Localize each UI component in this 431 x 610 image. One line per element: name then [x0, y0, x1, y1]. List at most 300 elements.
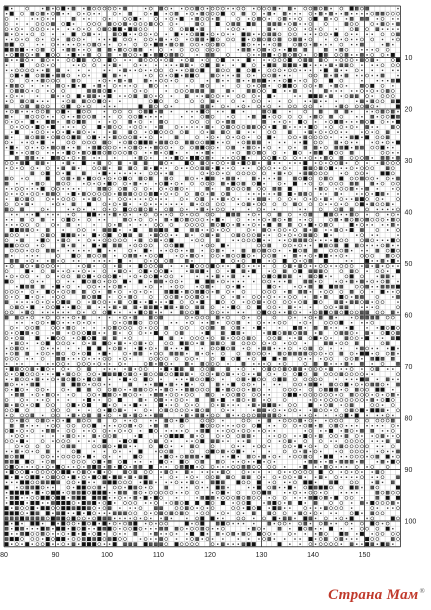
stitch-dot — [93, 265, 94, 266]
stitch-dot — [248, 214, 249, 215]
stitch-ring — [324, 393, 327, 396]
stitch-ring — [355, 172, 358, 175]
stitch-dot — [135, 461, 136, 462]
stitch-dot — [330, 44, 331, 45]
stitch-dark-square — [314, 100, 317, 103]
stitch-ring — [360, 254, 363, 257]
stitch-ring — [180, 213, 183, 216]
stitch-ring — [31, 198, 34, 201]
stitch-dot — [305, 209, 306, 210]
stitch-dark-square — [309, 213, 312, 216]
stitch-dark-square — [175, 295, 178, 298]
stitch-ring — [201, 434, 204, 437]
stitch-dark-square — [15, 368, 18, 371]
stitch-dot — [11, 219, 12, 220]
stitch-dot — [387, 291, 388, 292]
stitch-dark-square — [396, 156, 399, 159]
stitch-ring — [263, 187, 266, 190]
stitch-dot — [392, 368, 393, 369]
stitch-dot — [171, 286, 172, 287]
stitch-solid-square — [108, 89, 112, 93]
stitch-solid-square — [15, 408, 19, 412]
stitch-dot — [37, 353, 38, 354]
stitch-dot — [176, 65, 177, 66]
stitch-dot — [305, 245, 306, 246]
stitch-dot — [212, 219, 213, 220]
stitch-dark-square — [376, 28, 379, 31]
stitch-ring — [160, 69, 163, 72]
stitch-dark-square — [134, 162, 137, 165]
stitch-dark-square — [386, 136, 389, 139]
stitch-dot — [279, 80, 280, 81]
stitch-ring — [216, 172, 219, 175]
stitch-ring — [206, 110, 209, 113]
stitch-ring — [376, 218, 379, 221]
stitch-solid-square — [324, 213, 328, 217]
stitch-dark-square — [335, 192, 338, 195]
stitch-solid-square — [221, 58, 225, 62]
stitch-dot — [150, 49, 151, 50]
stitch-dark-square — [26, 228, 29, 231]
stitch-dark-square — [72, 290, 75, 293]
stitch-dark-square — [154, 234, 157, 237]
stitch-ring — [345, 404, 348, 407]
stitch-dot — [335, 281, 336, 282]
stitch-ring — [190, 12, 193, 15]
stitch-dark-square — [170, 172, 173, 175]
stitch-ring — [180, 198, 183, 201]
stitch-ring — [355, 398, 358, 401]
stitch-dot — [140, 276, 141, 277]
stitch-dark-square — [72, 234, 75, 237]
stitch-ring — [57, 424, 60, 427]
stitch-ring — [51, 223, 54, 226]
stitch-ring — [134, 84, 137, 87]
stitch-ring — [72, 460, 75, 463]
stitch-dot — [16, 327, 17, 328]
stitch-dot — [6, 219, 7, 220]
stitch-dark-square — [31, 12, 34, 15]
stitch-dot — [196, 126, 197, 127]
stitch-dark-square — [41, 59, 44, 62]
stitch-dot — [32, 214, 33, 215]
stitch-dot — [104, 384, 105, 385]
stitch-ring — [134, 373, 137, 376]
stitch-ring — [371, 218, 374, 221]
stitch-ring — [82, 270, 85, 273]
stitch-solid-square — [298, 120, 302, 124]
stitch-dark-square — [46, 192, 49, 195]
stitch-ring — [242, 234, 245, 237]
stitch-dark-square — [31, 383, 34, 386]
stitch-ring — [242, 290, 245, 293]
stitch-dark-square — [113, 388, 116, 391]
stitch-ring — [350, 373, 353, 376]
stitch-solid-square — [139, 450, 143, 454]
stitch-dark-square — [103, 141, 106, 144]
stitch-dark-square — [36, 182, 39, 185]
stitch-ring — [355, 203, 358, 206]
stitch-ring — [77, 306, 80, 309]
stitch-dot — [346, 85, 347, 86]
stitch-dark-square — [340, 331, 343, 334]
stitch-solid-square — [221, 244, 225, 248]
stitch-ring — [278, 17, 281, 20]
stitch-ring — [72, 151, 75, 154]
stitch-ring — [62, 337, 65, 340]
stitch-dark-square — [371, 316, 374, 319]
stitch-dot — [258, 193, 259, 194]
stitch-dark-square — [72, 414, 75, 417]
stitch-dark-square — [324, 48, 327, 51]
stitch-dot — [99, 34, 100, 35]
stitch-dark-square — [129, 79, 132, 82]
stitch-dot — [26, 317, 27, 318]
stitch-ring — [36, 115, 39, 118]
stitch-dot — [63, 286, 64, 287]
stitch-ring — [82, 125, 85, 128]
stitch-ring — [381, 84, 384, 87]
stitch-dark-square — [196, 22, 199, 25]
stitch-dot — [227, 337, 228, 338]
stitch-ring — [263, 290, 266, 293]
stitch-ring — [149, 59, 152, 62]
stitch-ring — [396, 228, 399, 231]
stitch-dot — [166, 85, 167, 86]
stitch-dot — [382, 39, 383, 40]
stitch-ring — [129, 115, 132, 118]
stitch-dark-square — [26, 105, 29, 108]
stitch-ring — [376, 352, 379, 355]
stitch-dot — [320, 337, 321, 338]
stitch-solid-square — [257, 259, 261, 263]
stitch-ring — [376, 213, 379, 216]
stitch-ring — [190, 162, 193, 165]
stitch-ring — [242, 424, 245, 427]
stitch-dot — [145, 348, 146, 349]
stitch-dot — [104, 286, 105, 287]
stitch-ring — [165, 208, 168, 211]
stitch-ring — [165, 357, 168, 360]
stitch-ring — [160, 48, 163, 51]
stitch-dot — [310, 312, 311, 313]
stitch-ring — [319, 28, 322, 31]
stitch-ring — [211, 182, 214, 185]
stitch-dot — [387, 80, 388, 81]
stitch-solid-square — [133, 455, 137, 459]
stitch-ring — [170, 177, 173, 180]
stitch-dark-square — [134, 48, 137, 51]
stitch-dark-square — [319, 316, 322, 319]
stitch-dot — [181, 59, 182, 60]
stitch-ring — [252, 151, 255, 154]
stitch-ring — [252, 12, 255, 15]
stitch-ring — [154, 398, 157, 401]
stitch-dark-square — [201, 414, 204, 417]
stitch-ring — [355, 69, 358, 72]
stitch-solid-square — [365, 352, 369, 356]
stitch-ring — [360, 290, 363, 293]
stitch-dot — [135, 157, 136, 158]
stitch-dark-square — [26, 198, 29, 201]
stitch-dark-square — [118, 409, 121, 412]
stitch-dot — [99, 353, 100, 354]
stitch-dot — [160, 214, 161, 215]
stitch-dot — [377, 162, 378, 163]
stitch-dark-square — [190, 434, 193, 437]
stitch-dot — [305, 131, 306, 132]
stitch-ring — [67, 95, 70, 98]
stitch-dark-square — [10, 424, 13, 427]
stitch-ring — [98, 254, 101, 257]
stitch-solid-square — [46, 341, 50, 345]
stitch-dark-square — [381, 460, 384, 463]
stitch-ring — [118, 151, 121, 154]
stitch-dot — [160, 389, 161, 390]
stitch-dark-square — [154, 146, 157, 149]
stitch-dark-square — [329, 115, 332, 118]
stitch-ring — [242, 373, 245, 376]
stitch-dot — [305, 343, 306, 344]
stitch-ring — [329, 156, 332, 159]
stitch-ring — [335, 17, 338, 20]
stitch-dot — [32, 188, 33, 189]
stitch-ring — [304, 373, 307, 376]
stitch-ring — [299, 249, 302, 252]
stitch-dark-square — [309, 280, 312, 283]
stitch-ring — [134, 125, 137, 128]
stitch-ring — [36, 38, 39, 41]
stitch-dark-square — [26, 115, 29, 118]
stitch-dot — [279, 240, 280, 241]
stitch-ring — [273, 131, 276, 134]
stitch-ring — [242, 316, 245, 319]
stitch-dot — [310, 358, 311, 359]
stitch-dot — [150, 384, 151, 385]
stitch-dot — [366, 54, 367, 55]
stitch-dot — [119, 65, 120, 66]
stitch-dot — [377, 348, 378, 349]
stitch-ring — [319, 33, 322, 36]
stitch-dot — [119, 8, 120, 9]
stitch-dark-square — [242, 378, 245, 381]
stitch-dark-square — [190, 455, 193, 458]
stitch-dot — [181, 168, 182, 169]
stitch-ring — [288, 445, 291, 448]
stitch-dot — [181, 8, 182, 9]
stitch-dot — [346, 229, 347, 230]
stitch-ring — [335, 151, 338, 154]
stitch-ring — [324, 373, 327, 376]
stitch-ring — [62, 115, 65, 118]
stitch-dot — [361, 116, 362, 117]
stitch-dot — [129, 85, 130, 86]
stitch-ring — [149, 172, 152, 175]
stitch-dot — [186, 399, 187, 400]
stitch-dark-square — [257, 234, 260, 237]
stitch-dot — [341, 75, 342, 76]
stitch-dot — [47, 374, 48, 375]
stitch-ring — [396, 182, 399, 185]
stitch-dark-square — [386, 254, 389, 257]
stitch-ring — [263, 445, 266, 448]
stitch-dot — [57, 430, 58, 431]
stitch-dot — [114, 312, 115, 313]
stitch-dot — [335, 379, 336, 380]
stitch-dot — [52, 131, 53, 132]
stitch-dark-square — [201, 28, 204, 31]
stitch-dark-square — [360, 295, 363, 298]
stitch-dark-square — [15, 84, 18, 87]
stitch-dot — [222, 111, 223, 112]
stitch-dot — [202, 126, 203, 127]
stitch-dark-square — [98, 187, 101, 190]
stitch-ring — [180, 146, 183, 149]
stitch-dot — [11, 121, 12, 122]
stitch-dot — [109, 301, 110, 302]
stitch-dark-square — [5, 316, 8, 319]
stitch-solid-square — [36, 213, 40, 217]
stitch-ring — [57, 172, 60, 175]
stitch-dot — [160, 173, 161, 174]
stitch-dot — [202, 152, 203, 153]
stitch-dark-square — [345, 218, 348, 221]
stitch-dark-square — [139, 59, 142, 62]
stitch-ring — [257, 187, 260, 190]
stitch-dot — [232, 152, 233, 153]
stitch-ring — [309, 419, 312, 422]
stitch-dot — [341, 389, 342, 390]
stitch-dot — [99, 332, 100, 333]
stitch-ring — [93, 64, 96, 67]
stitch-dot — [166, 250, 167, 251]
stitch-dot — [150, 260, 151, 261]
stitch-dark-square — [221, 182, 224, 185]
stitch-dot — [6, 415, 7, 416]
stitch-dot — [397, 353, 398, 354]
stitch-ring — [57, 131, 60, 134]
stitch-dot — [243, 451, 244, 452]
stitch-ring — [77, 254, 80, 257]
stitch-dot — [366, 399, 367, 400]
stitch-dark-square — [185, 455, 188, 458]
stitch-dot — [289, 168, 290, 169]
stitch-ring — [108, 445, 111, 448]
stitch-ring — [129, 177, 132, 180]
stitch-dot — [140, 173, 141, 174]
stitch-dark-square — [366, 17, 369, 20]
stitch-dot — [160, 59, 161, 60]
stitch-dot — [191, 374, 192, 375]
stitch-ring — [366, 192, 369, 195]
stitch-ring — [57, 419, 60, 422]
stitch-dot — [212, 234, 213, 235]
stitch-dot — [171, 183, 172, 184]
stitch-ring — [206, 244, 209, 247]
stitch-ring — [242, 105, 245, 108]
stitch-ring — [170, 131, 173, 134]
stitch-dark-square — [82, 316, 85, 319]
stitch-ring — [118, 33, 121, 36]
stitch-ring — [360, 285, 363, 288]
stitch-ring — [26, 100, 29, 103]
stitch-dot — [341, 404, 342, 405]
stitch-dot — [191, 240, 192, 241]
stitch-ring — [340, 43, 343, 46]
stitch-dark-square — [160, 280, 163, 283]
stitch-ring — [340, 84, 343, 87]
stitch-ring — [108, 177, 111, 180]
stitch-dot — [68, 157, 69, 158]
stitch-ring — [196, 213, 199, 216]
stitch-ring — [46, 316, 49, 319]
stitch-ring — [165, 275, 168, 278]
stitch-ring — [41, 17, 44, 20]
stitch-dot — [166, 301, 167, 302]
stitch-ring — [283, 244, 286, 247]
stitch-ring — [170, 223, 173, 226]
stitch-dot — [119, 307, 120, 308]
stitch-dark-square — [31, 156, 34, 159]
stitch-dark-square — [288, 265, 291, 268]
stitch-ring — [185, 460, 188, 463]
stitch-ring — [216, 414, 219, 417]
stitch-dot — [155, 209, 156, 210]
stitch-dot — [284, 466, 285, 467]
stitch-dark-square — [371, 100, 374, 103]
stitch-ring — [324, 22, 327, 25]
stitch-solid-square — [391, 53, 395, 57]
stitch-ring — [72, 331, 75, 334]
stitch-ring — [108, 398, 111, 401]
stitch-ring — [211, 213, 214, 216]
stitch-solid-square — [20, 372, 24, 376]
stitch-solid-square — [288, 48, 292, 52]
stitch-dot — [222, 389, 223, 390]
stitch-dot — [32, 466, 33, 467]
stitch-ring — [381, 17, 384, 20]
symbol-cells — [5, 7, 400, 547]
stitch-dot — [129, 245, 130, 246]
stitch-ring — [175, 285, 178, 288]
stitch-dot — [109, 353, 110, 354]
stitch-dot — [135, 368, 136, 369]
stitch-ring — [360, 450, 363, 453]
stitch-dot — [129, 204, 130, 205]
stitch-dot — [299, 13, 300, 14]
stitch-ring — [232, 198, 235, 201]
stitch-solid-square — [329, 79, 333, 83]
stitch-dot — [320, 404, 321, 405]
stitch-dark-square — [185, 131, 188, 134]
stitch-dot — [109, 404, 110, 405]
stitch-dark-square — [232, 146, 235, 149]
stitch-dot — [140, 137, 141, 138]
stitch-dark-square — [366, 156, 369, 159]
stitch-solid-square — [200, 269, 204, 273]
stitch-dot — [299, 466, 300, 467]
stitch-solid-square — [360, 377, 364, 381]
stitch-ring — [206, 362, 209, 365]
stitch-dot — [346, 121, 347, 122]
stitch-dark-square — [324, 362, 327, 365]
stitch-ring — [232, 321, 235, 324]
stitch-ring — [252, 342, 255, 345]
stitch-ring — [165, 362, 168, 365]
stitch-ring — [293, 295, 296, 298]
stitch-ring — [396, 434, 399, 437]
stitch-dot — [155, 348, 156, 349]
